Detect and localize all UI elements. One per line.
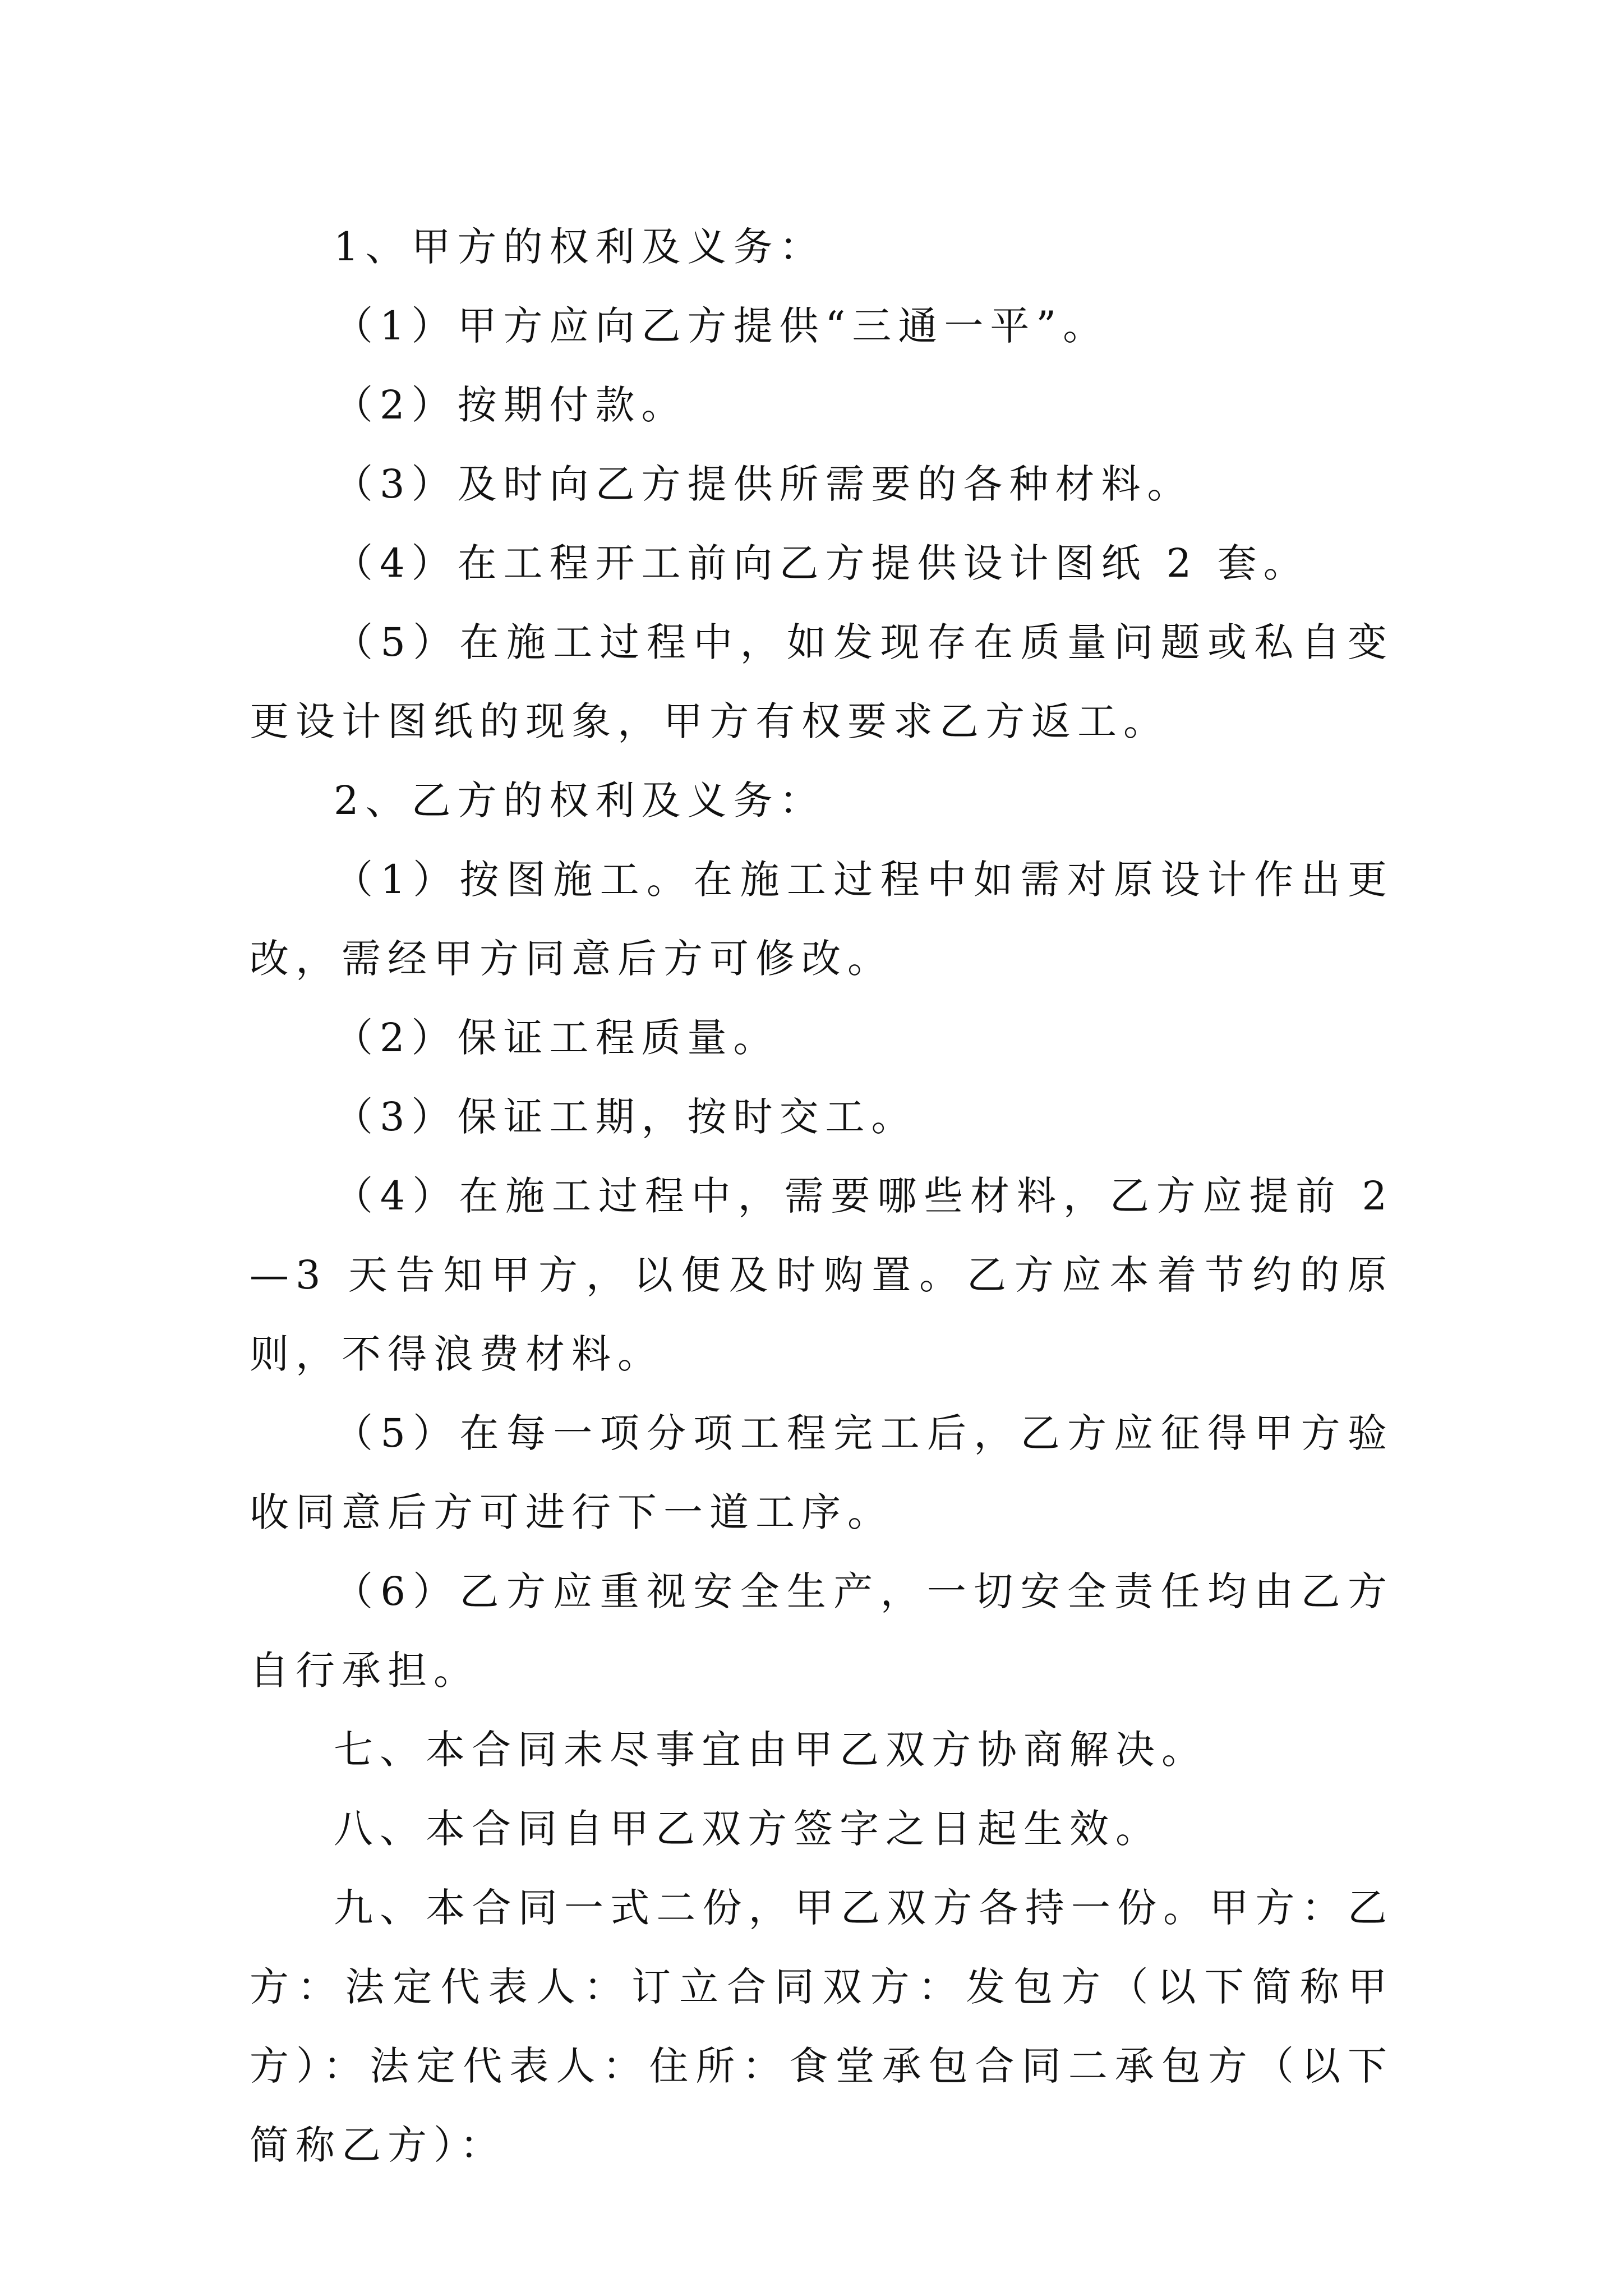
paragraph-clause-7: 七、本合同未尽事宜由甲乙双方协商解决。: [334, 1727, 1207, 1773]
paragraph-party-a-item-1: （1）甲方应向乙方提供“三通一平”。: [334, 303, 1109, 349]
paragraph-party-b-item-1: （1）按图施工。在施工过程中如需对原设计作出更改，需经甲方同意后方可修改。: [250, 857, 1394, 982]
paragraph-party-b-item-2: （2）保证工程质量。: [334, 1015, 780, 1061]
paragraph-party-b-rights-heading: 2、乙方的权利及义务：: [334, 777, 826, 823]
paragraph-party-b-item-4: （4）在施工过程中，需要哪些材料，乙方应提前 2—3 天告知甲方，以便及时购置。乙方应本着节约的原则，不得浪费材料。: [250, 1173, 1394, 1377]
paragraph-party-b-item-5: （5）在每一项分项工程完工后，乙方应征得甲方验收同意后方可进行下一道工序。: [250, 1410, 1394, 1535]
paragraph-party-a-item-2: （2）按期付款。: [334, 382, 688, 428]
document-body: [250, 208, 1394, 2185]
paragraph-clause-8: 八、本合同自甲乙双方签字之日起生效。: [334, 1806, 1161, 1852]
paragraph-party-a-item-5: （5）在施工过程中，如发现存在质量问题或私自变更设计图纸的现象，甲方有权要求乙方返工。: [250, 619, 1394, 744]
paragraph-party-a-item-3: （3）及时向乙方提供所需要的各种材料。: [334, 461, 1193, 507]
paragraph-party-a-item-4: （4）在工程开工前向乙方提供设计图纸 2 套。: [334, 540, 1310, 586]
paragraph-clause-9: 九、本合同一式二份，甲乙双方各持一份。甲方：乙方：法定代表人：订立合同双方：发包方（以下简称甲方）：法定代表人：住所：食堂承包合同二承包方（以下简称乙方）：: [250, 1885, 1394, 2168]
paragraph-party-b-item-6: （6）乙方应重视安全生产，一切安全责任均由乙方自行承担。: [250, 1568, 1394, 1694]
paragraph-party-a-rights-heading: 1、甲方的权利及义务：: [334, 224, 826, 270]
paragraph-party-b-item-3: （3）保证工期，按时交工。: [334, 1094, 917, 1140]
